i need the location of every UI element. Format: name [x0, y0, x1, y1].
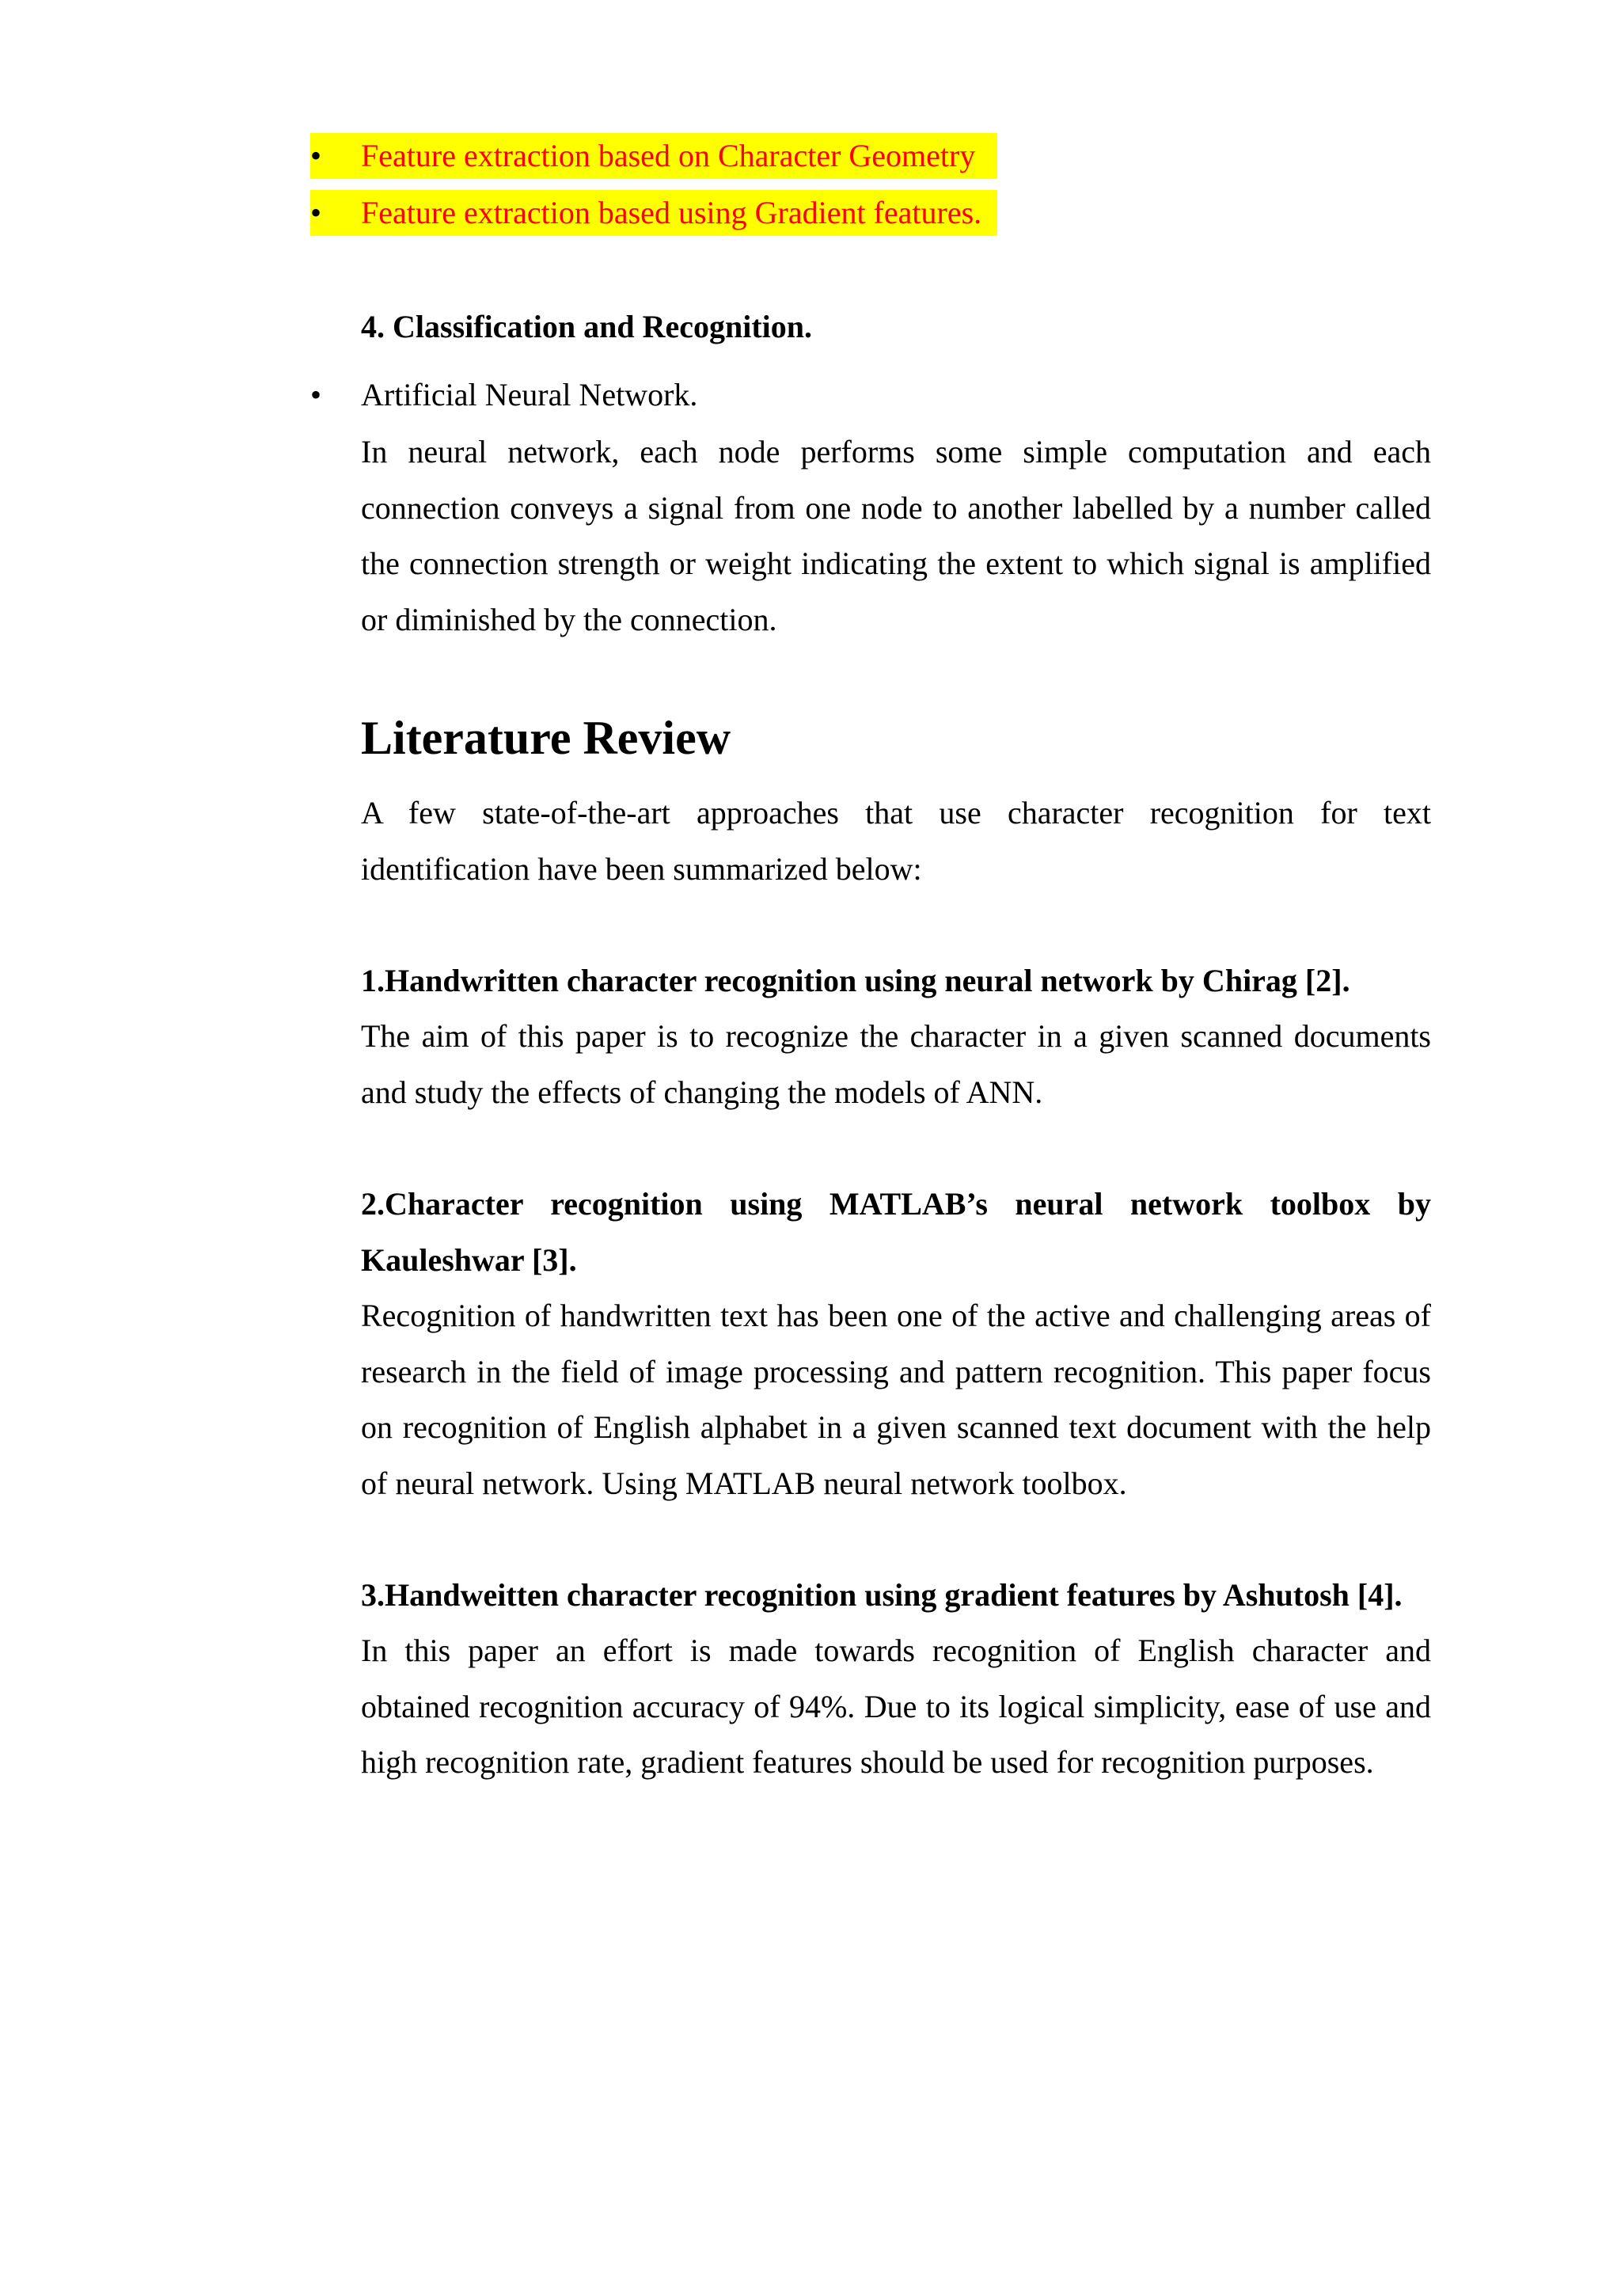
literature-item [361, 1568, 1431, 1791]
section-4-body [361, 424, 1431, 648]
item-heading: 2.Character recognition using MATLAB’s neural network toolbox by Kauleshwar [3]. [361, 1186, 1431, 1278]
highlighted-list-item [310, 133, 997, 179]
section-title: Literature Review [361, 712, 731, 764]
item-heading: 1.Handwritten character recognition using neural network by Chirag [2]. [361, 963, 1350, 998]
highlighted-item-text: Feature extraction based on Character Geometry [361, 138, 976, 173]
highlighted-item-text: Feature extraction based using Gradient features. [361, 195, 982, 230]
literature-intro [361, 785, 1431, 897]
highlighted-list-item [310, 190, 997, 236]
literature-review [361, 706, 1431, 770]
item-heading: 3.Handweitten character recognition using gradient features by Ashutosh [4]. [361, 1577, 1403, 1613]
paragraph: A few state-of-the-art approaches that use character recognition for text identification have been summarized below: [361, 795, 1431, 887]
section-heading: 4. Classification and Recognition. [361, 309, 813, 344]
literature-item [361, 953, 1431, 1120]
bullet-icon: • [310, 377, 322, 412]
bullet-icon: • [310, 195, 322, 230]
item-body: In this paper an effort is made towards recognition of English character and obtained recognition accuracy of 94%. Due to its logical simplicity, ease of use and high recognition rate, gradient features should be used for recognition purposes. [361, 1633, 1431, 1780]
item-body: Recognition of handwritten text has been one of the active and challenging areas of research in the field of image processing and pattern recognition. This paper focus on recognition of English alphabet in a given scanned text document with the help of neural network. Using MATLAB neural network toolbox. [361, 1298, 1431, 1501]
section-4 [361, 299, 1431, 355]
list-item-text: Artificial Neural Network. [361, 377, 698, 412]
literature-item [361, 1177, 1431, 1511]
paragraph: In neural network, each node performs some simple computation and each connection conveys a signal from one node to another labelled by a number called the connection strength or weight indicating the extent to which signal is amplified or diminished by the connection. [361, 434, 1431, 637]
bullet-icon: • [310, 138, 322, 173]
item-body: The aim of this paper is to recognize the character in a given scanned documents and study the effects of changing the models of ANN. [361, 1018, 1431, 1110]
